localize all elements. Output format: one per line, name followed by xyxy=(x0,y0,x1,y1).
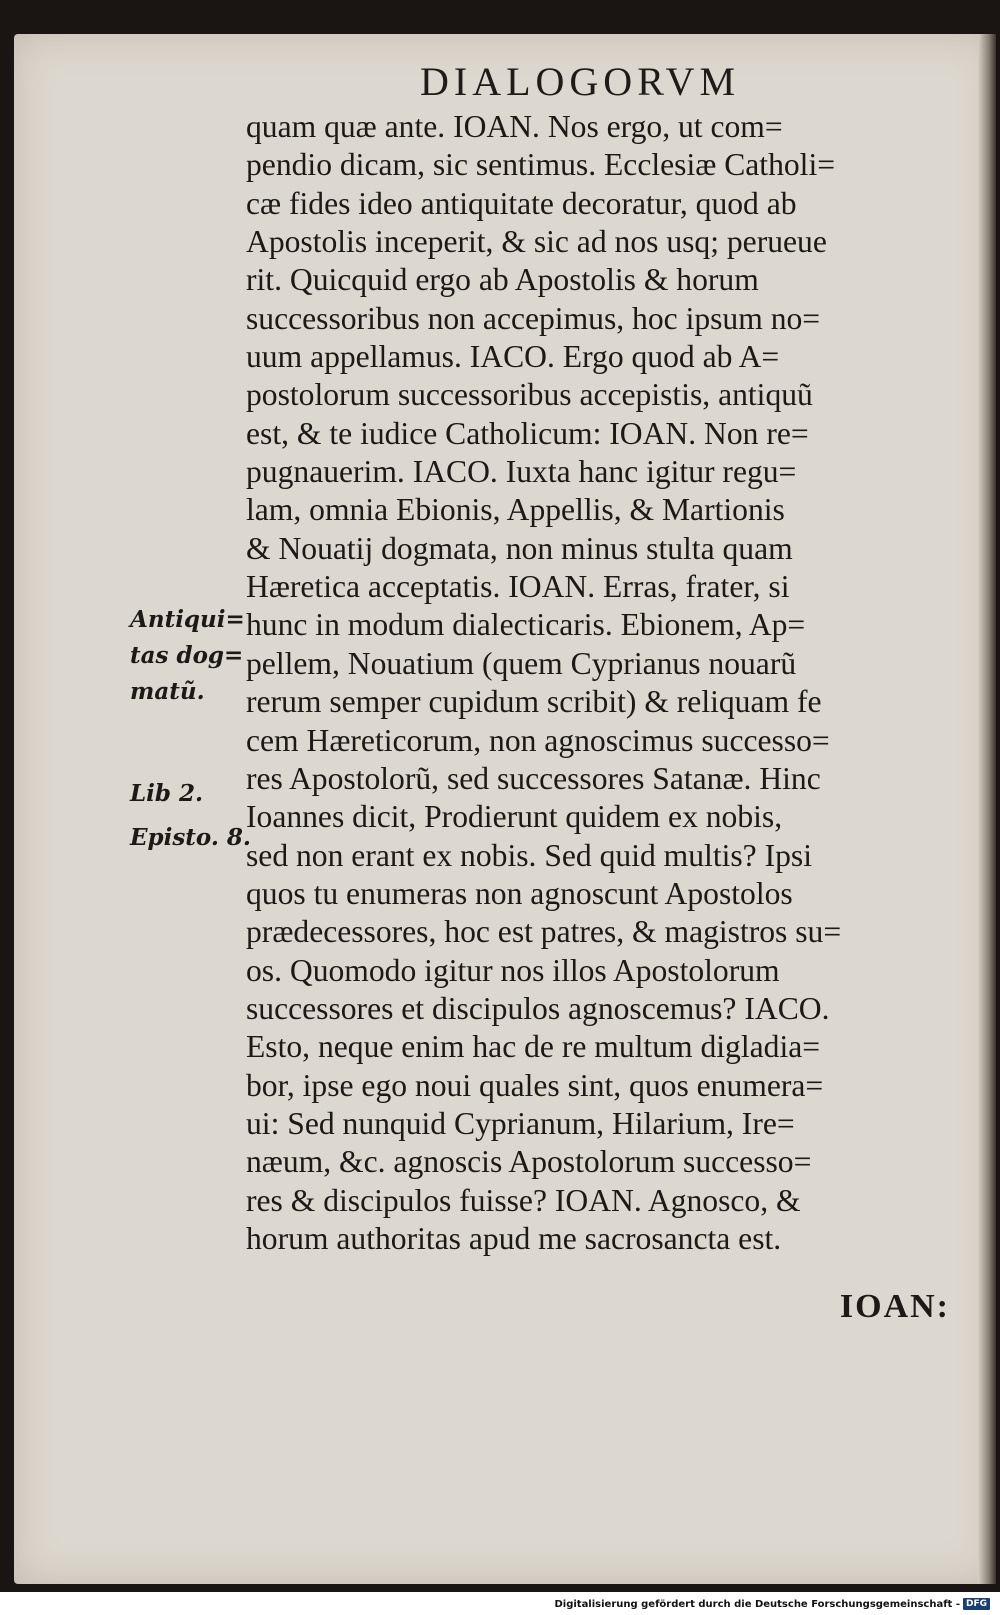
footer-text: Digitalisierung gefördert durch die Deutsche Forschungsgemeinschaft - xyxy=(554,1598,960,1610)
text-line: quam quæ ante. IOAN. Nos ergo, ut com= xyxy=(246,109,783,144)
text-line: uum appellamus. IACO. Ergo quod ab A= xyxy=(246,339,780,375)
text-line: os. Quomodo igitur nos illos Apostolorum xyxy=(246,952,780,988)
text-line: hunc in modum dialecticaris. Ebionem, Ap= xyxy=(246,607,806,643)
text-line: & Nouatij dogmata, non minus stulta quam xyxy=(246,530,793,566)
text-line: Esto, neque enim hac de re multum digladia= xyxy=(246,1029,821,1065)
text-line: successores et discipulos agnoscemus? IACO. xyxy=(246,990,830,1026)
dfg-logo: DFG xyxy=(963,1598,990,1610)
margin-note-line: Antiqui= xyxy=(130,606,245,633)
margin-note-antiquitas xyxy=(130,602,245,710)
body-text xyxy=(246,108,956,1258)
text-line: res & discipulos fuisse? IOAN. Agnosco, & xyxy=(246,1182,801,1218)
text-line: lam, omnia Ebionis, Appellis, & Martionis xyxy=(246,492,785,528)
margin-note-line: Episto. 8. xyxy=(130,824,251,851)
text-line: pugnauerim. IACO. Iuxta hanc igitur regu= xyxy=(246,454,797,490)
text-line: pellem, Nouatium (quem Cyprianus nouarũ xyxy=(246,645,797,681)
text-line: bor, ipse ego noui quales sint, quos enumera= xyxy=(246,1067,824,1103)
text-line: sed non erant ex nobis. Sed quid multis? Ipsi xyxy=(246,837,812,873)
text-line: postolorum successoribus accepistis, antiquũ xyxy=(246,377,813,413)
text-line: pendio dicam, sic sentimus. Ecclesiæ Catholi= xyxy=(246,147,836,183)
text-line: res Apostolorũ, sed successores Satanæ. Hinc xyxy=(246,760,821,796)
page-edge xyxy=(978,34,996,1584)
text-line: ui: Sed nunquid Cyprianum, Hilarium, Ire= xyxy=(246,1105,795,1141)
catchword: IOAN: xyxy=(839,1288,950,1325)
text-line: Hæretica acceptatis. IOAN. Erras, frater, si xyxy=(246,569,790,605)
text-line: Apostolis inceperit, & sic ad nos usq; perueue xyxy=(246,224,827,260)
text-line: successoribus non accepimus, hoc ipsum no= xyxy=(246,300,821,336)
text-line: rerum semper cupidum scribit) & reliquam fe xyxy=(246,684,822,720)
margin-note-line: Lib 2. xyxy=(130,780,204,807)
text-line: cæ fides ideo antiquitate decoratur, quod ab xyxy=(246,185,797,221)
text-line: horum authoritas apud me sacrosancta est. xyxy=(246,1220,782,1256)
margin-note-line: matũ. xyxy=(130,678,205,705)
text-line: næum, &c. agnoscis Apostolorum successo= xyxy=(246,1144,812,1180)
running-head: DIALOGORVM xyxy=(420,59,741,104)
text-line: est, & te iudice Catholicum: IOAN. Non re= xyxy=(246,415,809,451)
footer xyxy=(554,1596,990,1612)
text-line: Ioannes dicit, Prodierunt quidem ex nobis, xyxy=(246,799,783,835)
margin-note-line: tas dog= xyxy=(130,642,244,669)
text-line: cem Hæreticorum, non agnoscimus successo= xyxy=(246,722,830,758)
text-line: rit. Quicquid ergo ab Apostolis & horum xyxy=(246,262,759,298)
margin-note-reference xyxy=(130,772,251,860)
text-line: quos tu enumeras non agnoscunt Apostolos xyxy=(246,875,793,911)
text-line: prædecessores, hoc est patres, & magistros su= xyxy=(246,914,842,950)
